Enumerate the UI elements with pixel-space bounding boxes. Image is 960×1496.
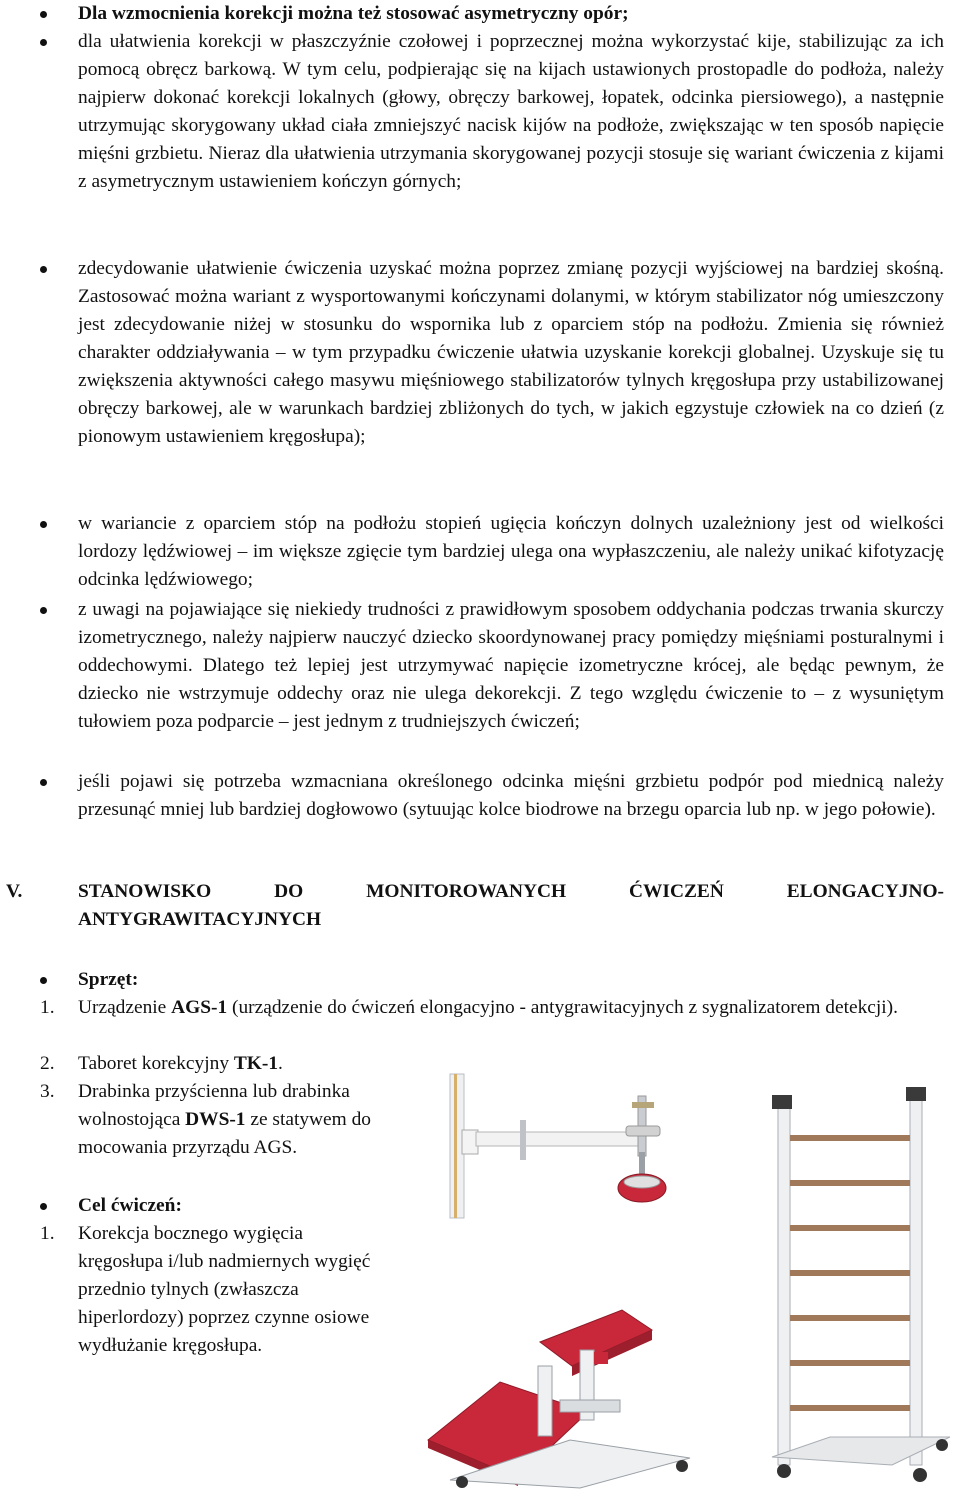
bullet-icon [40,779,47,786]
bullet-icon [40,11,47,18]
bullet-icon [40,607,47,614]
item-text: Urządzenie [78,997,172,1018]
item-text: Drabinka przyścienna lub drabinka wolnostojąca [78,1081,350,1130]
goal-text: Korekcja bocznego wygięcia kręgosłupa i/lub nadmiernych wygięć przednio tylnych (zwłaszcza hiperlordozy) poprzez czynne osiowe wydłużanie kręgosłupa. [78,1223,371,1356]
list-item-text: z uwagi na pojawiające się niekiedy trudności z prawidłowym sposobem oddychania podczas trwania skurczy izometrycznego, należy najpierw nauczyć dziecko skoordynowanej pracy pomiędzy mięśniami posturalnymi i oddechowymi. Dlatego też lepiej jest utrzymywać napięcie izometryczne krócej, ale będąc pewnym, że dziecko nie wstrzymuje oddechy oraz nie ulega dekorekcji. Z tego względu ćwiczenie to – z wysuniętym tułowiem poza podparcie – jest jednym z trudniejszych ćwiczeń; [78,599,944,732]
item-text: (urządzenie do ćwiczeń elongacyjno - antygrawitacyjnych z sygnalizatorem detekcji). [227,997,898,1018]
bullet-icon [40,977,47,984]
bullet-icon [40,1203,47,1210]
section-title: STANOWISKO DO MONITOROWANYCH ĆWICZEŃ ELONGACYJNO-ANTYGRAWITACYJNYCH [78,881,944,930]
list-item-text: w wariancie z oparciem stóp na podłożu stopień ugięcia kończyn dolnych uzależniony jest od wielkości lordozy lędźwiowej – im większe zgięcie tym bardziej ulega ona wypłaszczeniu, ale należy unikać kifotyzację odcinka lędźwiowego; [78,513,944,590]
item-text: ze statywem do mocowania przyrządu AGS. [78,1109,371,1158]
corrective-stool-photo [420,1290,710,1490]
equipment-heading: Sprzęt: [78,969,139,990]
list-item [78,255,944,451]
list-item-text: zdecydowanie ułatwienie ćwiczenia uzyskać można poprzez zmianę pozycji wyjściowej na bardziej skośną. Zastosować można wariant z wysportowanymi kończynami dolanymi, w którym stabilizator nóg umieszczony jest zdecydowanie niżej w stosunku do wspornika lub z oparciem stóp na podłożu. Zmienia się również charakter oddziaływania – w tym przypadku ćwiczenie ułatwia uzyskanie korekcji globalnej. Uzyskuje się tu zwiększenia aktywności całego masywu mięśniowego stabilizatorów tylnych kręgosłupa przy ustabilizowanej obręczy barkowej, ale w warunkach bardziej zbliżonych do tych, w jakich egzystuje człowiek na co dzień (z pionowym ustawieniem kręgosłupa); [78,258,944,447]
section-number: V. [6,881,23,902]
equipment-item [40,994,944,1022]
item-code: DWS-1 [185,1109,246,1130]
item-number: 3. [40,1081,55,1102]
list-item [78,0,944,28]
equipment-heading-item [78,966,944,994]
bullet-icon [40,266,47,273]
item-number: 1. [40,997,55,1018]
list-item-text: jeśli pojawi się potrzeba wzmacniana określonego odcinka mięśni grzbietu podpór pod miednicą należy przesunąć mniej lub bardziej dogłowowo (sytuując kolce biodrowe na brzegu oparcia lub np. w jego połowie). [78,771,944,820]
item-code: TK-1 [233,1053,279,1074]
list-item-text: Dla wzmocnienia korekcji można też stosować asymetryczny opór; [78,3,629,24]
ags-device-photo [440,1070,690,1220]
bullet-icon [40,521,47,528]
list-item [78,510,944,594]
list-item [78,768,944,824]
item-code: AGS-1 [171,997,228,1018]
wall-bars-photo [770,1085,955,1485]
list-item [78,596,944,736]
item-text: . [278,1053,283,1074]
list-item [78,28,944,196]
item-number: 1. [40,1223,55,1244]
ladder-rungs [790,1135,910,1411]
item-text: Taboret korekcyjny [78,1053,234,1074]
equipment-item [40,1078,428,1162]
bullet-icon [40,39,47,46]
goals-heading: Cel ćwiczeń: [78,1195,182,1216]
item-number: 2. [40,1053,55,1074]
goal-item [40,1220,373,1360]
list-item-text: dla ułatwienia korekcji w płaszczyźnie czołowej i poprzecznej można wykorzystać kije, stabilizując za ich pomocą obręcz barkową. W tym celu, podpierając się na kijach ustawionych prostopadle do podłoża, należy najpierw dokonać korekcji lokalnych (głowy, obręczy barkowej, łopatek, odcinka piersiowego), a następnie utrzymując skorygowany układ ciała zmniejszyć nacisk kijów na podłoże, zwiększając w ten sposób napięcie mięśni grzbietu. Nieraz dla ułatwienia utrzymania skorygowanej pozycji stosuje się wariant ćwiczenia z kijami z asymetrycznym ustawieniem kończyn górnych; [78,31,944,192]
